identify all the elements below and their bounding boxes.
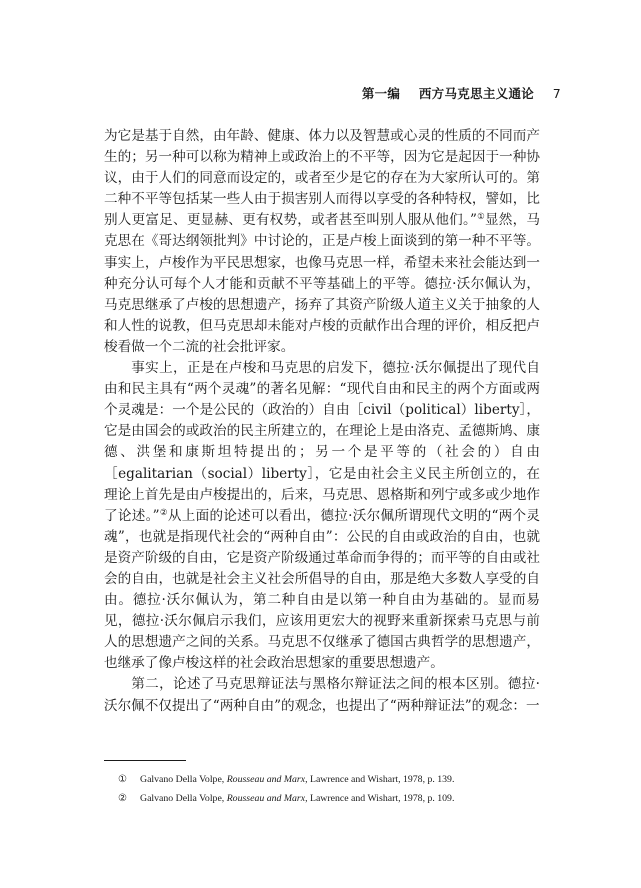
paragraph-text: 第二，论述了马克思辩证法与黑格尔辩证法之间的根本区别。德拉·沃尔佩不仅提出了“两种自由”的观念，也提出了“两种辩证法”的观念：一 bbox=[104, 676, 540, 714]
paragraph-text: 显然，马克思在《哥达纲领批判》中讨论的，正是卢梭上面谈到的第一种不平等。事实上，卢梭作为平民思想家，也像马克思一样，希望未来社会能达到一种充分认可每个人才能和贡献不平等基础上的平等。德拉·沃尔佩认为，马克思继承了卢梭的思想遗产，扬弃了其资产阶级人道主义关于抽象的人和人性的说教，但马克思却未能对卢梭的贡献作出合理的评价，相反把卢梭看做一个二流的社会批评家。 bbox=[104, 212, 540, 355]
footnote-book-title: Rousseau and Marx bbox=[226, 793, 306, 804]
footnote bbox=[118, 789, 538, 808]
footnote-author: Galvano Della Volpe, bbox=[140, 793, 227, 804]
footnote-reference[interactable]: ② bbox=[159, 507, 168, 518]
body-text bbox=[104, 126, 540, 717]
footnote-mark: ① bbox=[118, 774, 127, 785]
footnote bbox=[118, 770, 538, 789]
footnote-mark: ② bbox=[118, 793, 127, 804]
footnote-reference[interactable]: ① bbox=[476, 212, 485, 223]
paragraph-text: 事实上，正是在卢梭和马克思的启发下，德拉·沃尔佩提出了现代自由和民主具有“两个灵魂”的著名见解：“现代自由和民主的两个方面或两个灵魂是：一个是公民的（政治的）自由［civil（political）liberty］，它是由国会的或政治的民主所建立的，在理论上是由洛克、孟德斯鸠、康德、洪堡和康斯坦特提出的；另一个是平等的（社会的）自由［egalitarian（social）liberty］，它是由社会主义民主所创立的，在理论上首先是由卢梭提出的，后来，马克思、恩格斯和列宁或多或少地作了论述。” bbox=[104, 360, 540, 524]
footnote-publication: , Lawrence and Wishart, 1978, p. 139. bbox=[305, 774, 455, 785]
part-label: 第一编 bbox=[361, 86, 401, 101]
paragraph-text: 从上面的论述可以看出，德拉·沃尔佩所谓现代文明的“两个灵魂”，也就是指现代社会的“两种自由”：公民的自由或政治的自由，也就是资产阶级的自由，它是资产阶级通过革命而争得的；而平等的自由或社会的自由，也就是社会主义社会所倡导的自由，那是绝大多数人享受的自由。德拉·沃尔佩认为，第二种自由是以第一种自由为基础的。显而易见，德拉·沃尔佩启示我们，应该用更宏大的视野来重新探索马克思与前人的思想遗产之间的关系。马克思不仅继承了德国古典哲学的思想遗产，也继承了像卢梭这样的社会政治思想家的重要思想遗产。 bbox=[104, 507, 541, 672]
paragraph bbox=[104, 674, 540, 716]
running-header bbox=[362, 84, 561, 102]
footnotes bbox=[118, 770, 538, 808]
footnote-divider bbox=[104, 760, 186, 761]
book-title: 西方马克思主义通论 bbox=[418, 86, 535, 101]
paragraph bbox=[104, 126, 540, 358]
page-number: 7 bbox=[552, 86, 561, 101]
paragraph-text: 为它是基于自然，由年龄、健康、体力以及智慧或心灵的性质的不同而产生的；另一种可以称为精神上或政治上的不平等，因为它是起因于一种协议，由于人们的同意而设定的，或者至少是它的存在为大家所认可的。第二种不平等包括某一些人由于损害别人而得以享受的各种特权，譬如，比别人更富足、更显赫、更有权势，或者甚至叫别人服从他们。” bbox=[104, 128, 540, 229]
paragraph bbox=[104, 358, 540, 674]
footnote-book-title: Rousseau and Marx bbox=[226, 774, 306, 785]
footnote-publication: , Lawrence and Wishart, 1978, p. 109. bbox=[305, 793, 455, 804]
footnote-author: Galvano Della Volpe, bbox=[140, 774, 227, 785]
